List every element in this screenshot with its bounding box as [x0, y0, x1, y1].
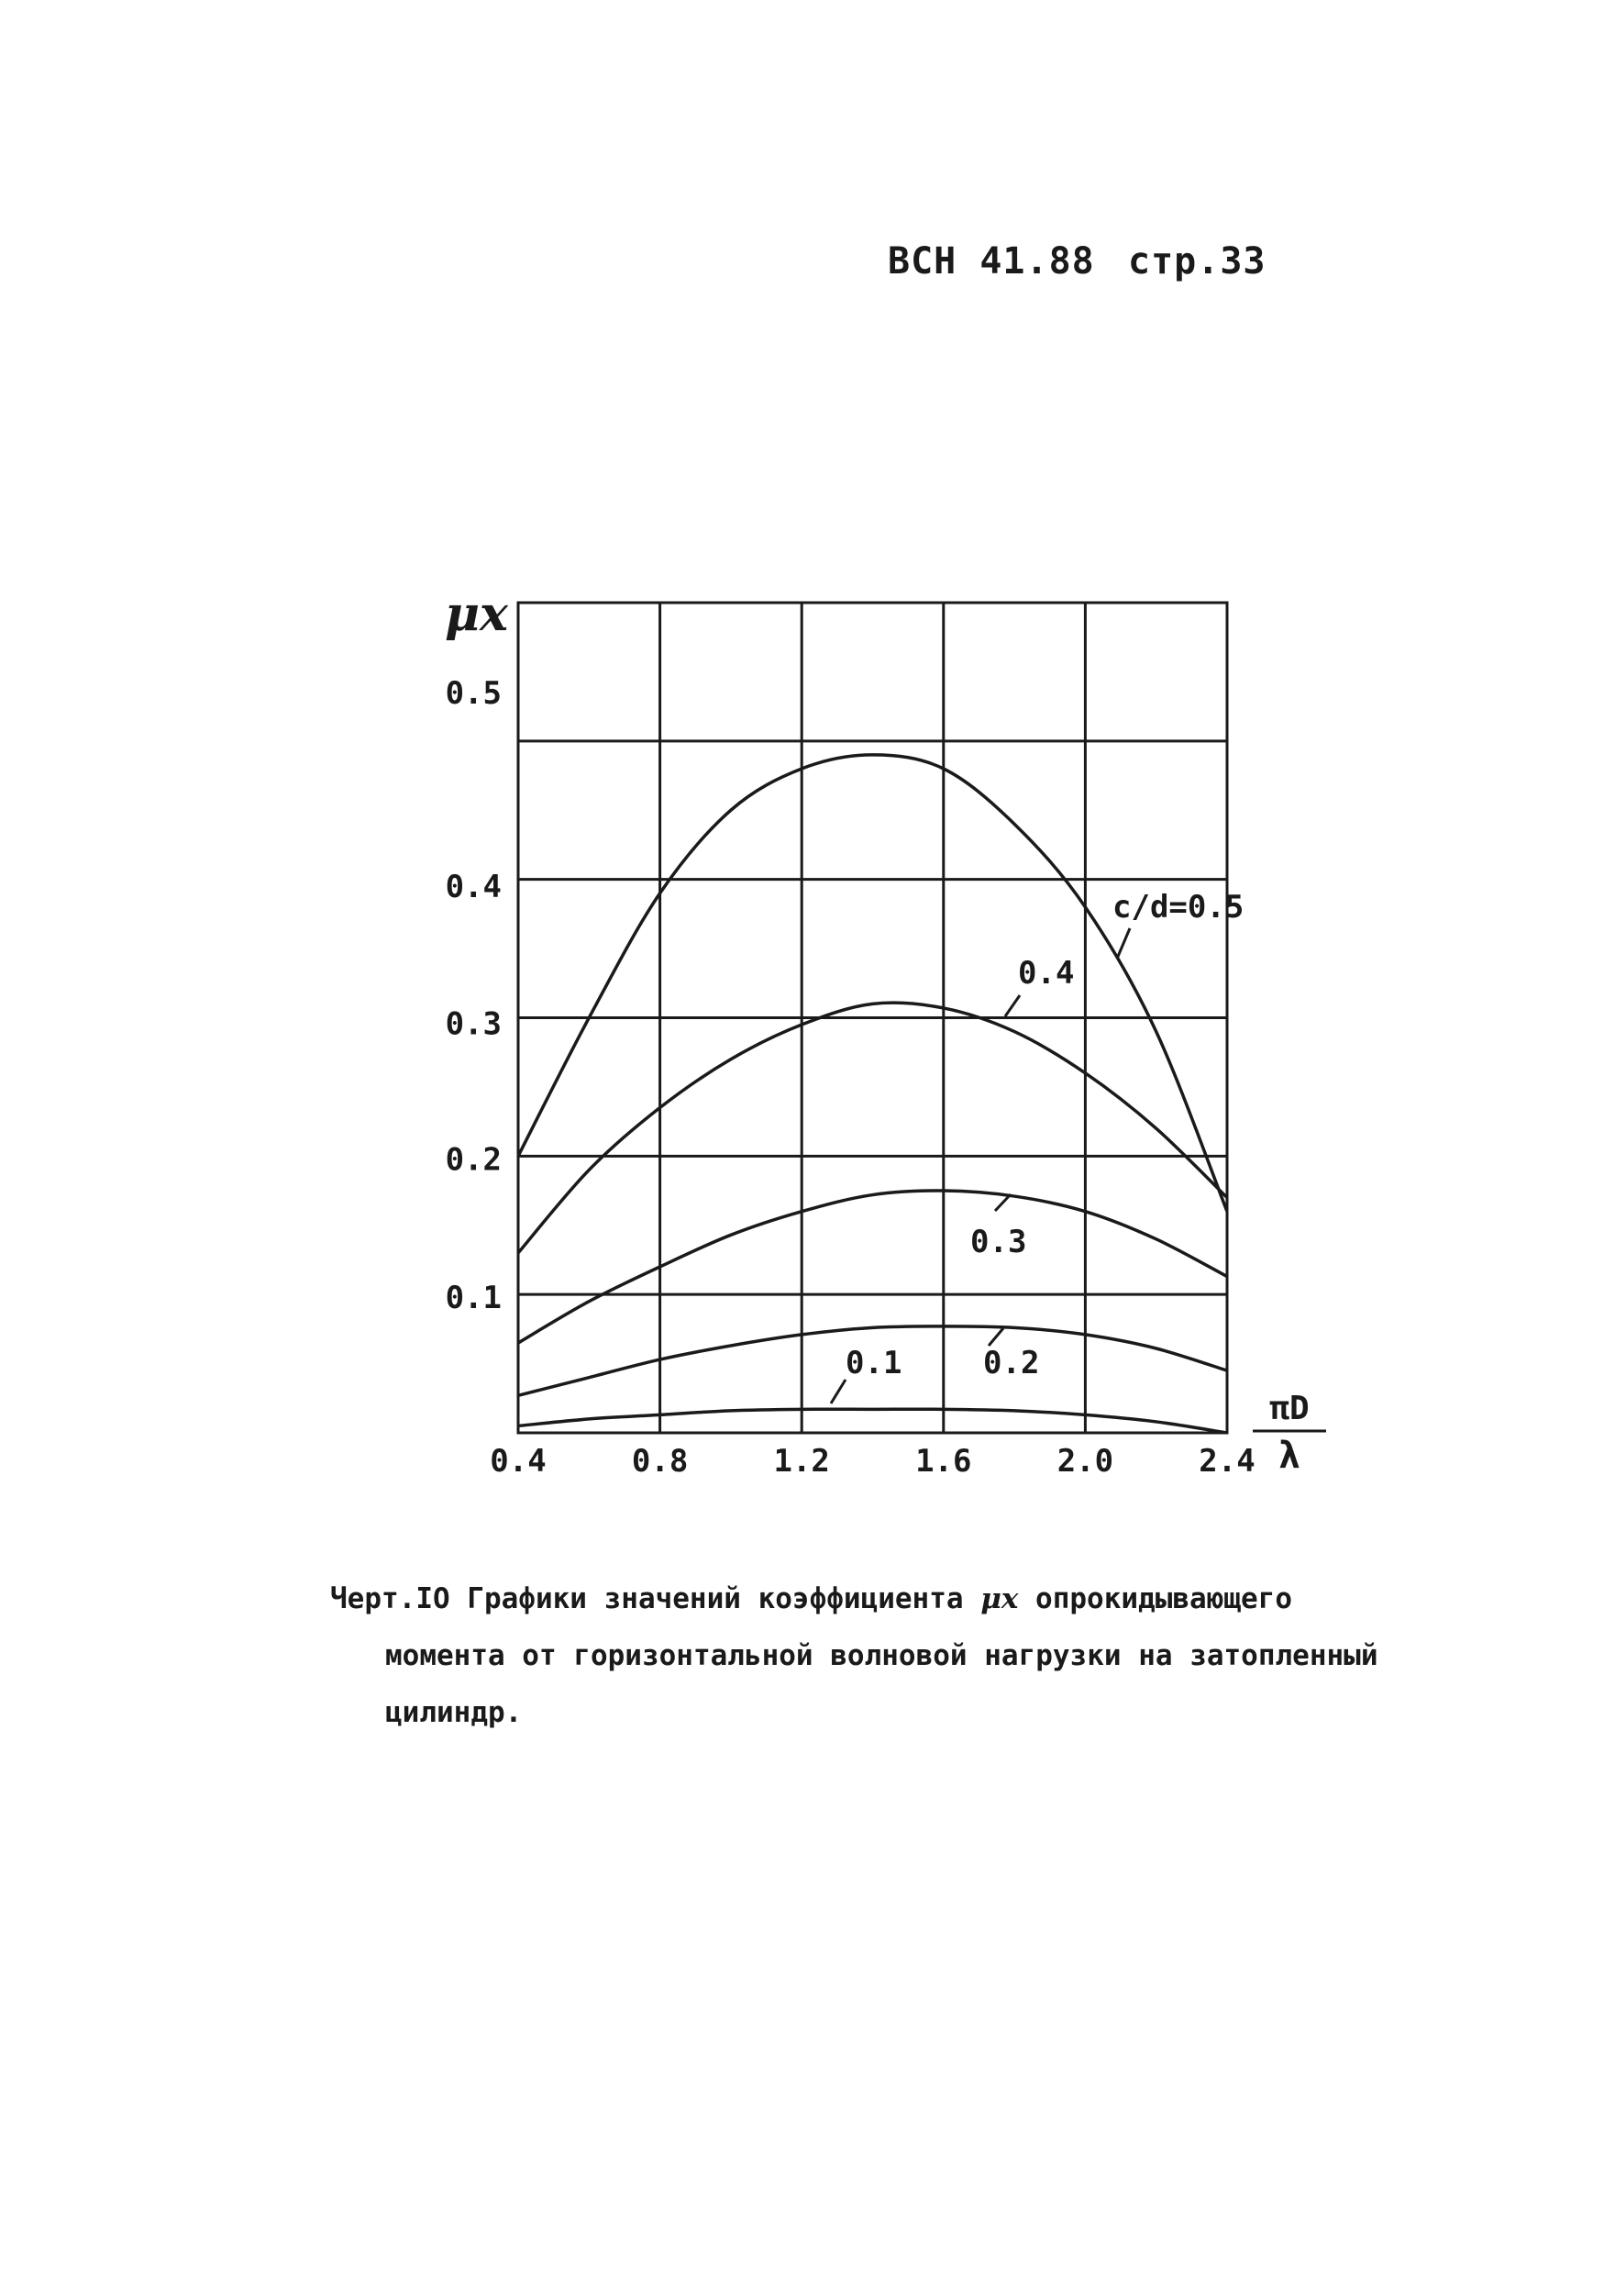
series-line-0 — [518, 755, 1227, 1212]
x-tick-label: 2.4 — [1199, 1443, 1255, 1480]
series-leader-line-2 — [995, 1194, 1011, 1211]
series-label-3: 0.2 — [983, 1345, 1040, 1381]
y-axis-label: μх — [445, 586, 509, 642]
page-number: стр.33 — [1128, 240, 1267, 283]
y-tick-label: 0.1 — [445, 1280, 502, 1317]
series-leader-line-3 — [989, 1328, 1003, 1346]
x-axis-label-denominator: λ — [1278, 1435, 1301, 1477]
series-leader-line-4 — [831, 1380, 846, 1403]
series-label-0: c/d=0.5 — [1112, 889, 1244, 926]
document-code: ВСН 41.88 — [888, 240, 1095, 283]
caption-line-3: цилиндр. — [385, 1696, 523, 1729]
series-leader-line-0 — [1117, 928, 1130, 959]
series-label-1: 0.4 — [1018, 955, 1075, 992]
chart-labels — [445, 586, 1326, 1477]
series-line-4 — [518, 1409, 1227, 1433]
chart-grid — [518, 603, 1227, 1433]
caption-prefix: Черт.IO Графики значений коэффициента — [330, 1582, 981, 1615]
caption-line-1 — [330, 1570, 1486, 1627]
caption-symbol: μх — [980, 1582, 1019, 1615]
figure-caption — [330, 1570, 1486, 1741]
x-tick-label: 1.2 — [773, 1443, 830, 1480]
x-tick-label: 1.6 — [915, 1443, 972, 1480]
y-tick-label: 0.3 — [445, 1005, 502, 1043]
series-line-1 — [518, 1003, 1227, 1253]
series-line-2 — [518, 1191, 1227, 1343]
caption-suffix: опрокидывающего — [1018, 1582, 1293, 1615]
y-tick-label: 0.4 — [445, 869, 502, 906]
x-tick-label: 2.0 — [1056, 1443, 1114, 1480]
x-axis-label-numerator: πD — [1269, 1390, 1310, 1427]
chart-series — [518, 755, 1227, 1433]
y-tick-label: 0.5 — [445, 675, 502, 713]
x-tick-label: 0.4 — [490, 1443, 547, 1480]
series-leader-line-1 — [1005, 995, 1020, 1016]
series-label-4: 0.1 — [846, 1345, 902, 1381]
caption-line-2: момента от горизонтальной волновой нагрузки на затопленный — [385, 1639, 1378, 1672]
series-label-2: 0.3 — [970, 1224, 1027, 1260]
x-tick-label: 0.8 — [631, 1443, 689, 1480]
y-tick-label: 0.2 — [445, 1141, 502, 1179]
